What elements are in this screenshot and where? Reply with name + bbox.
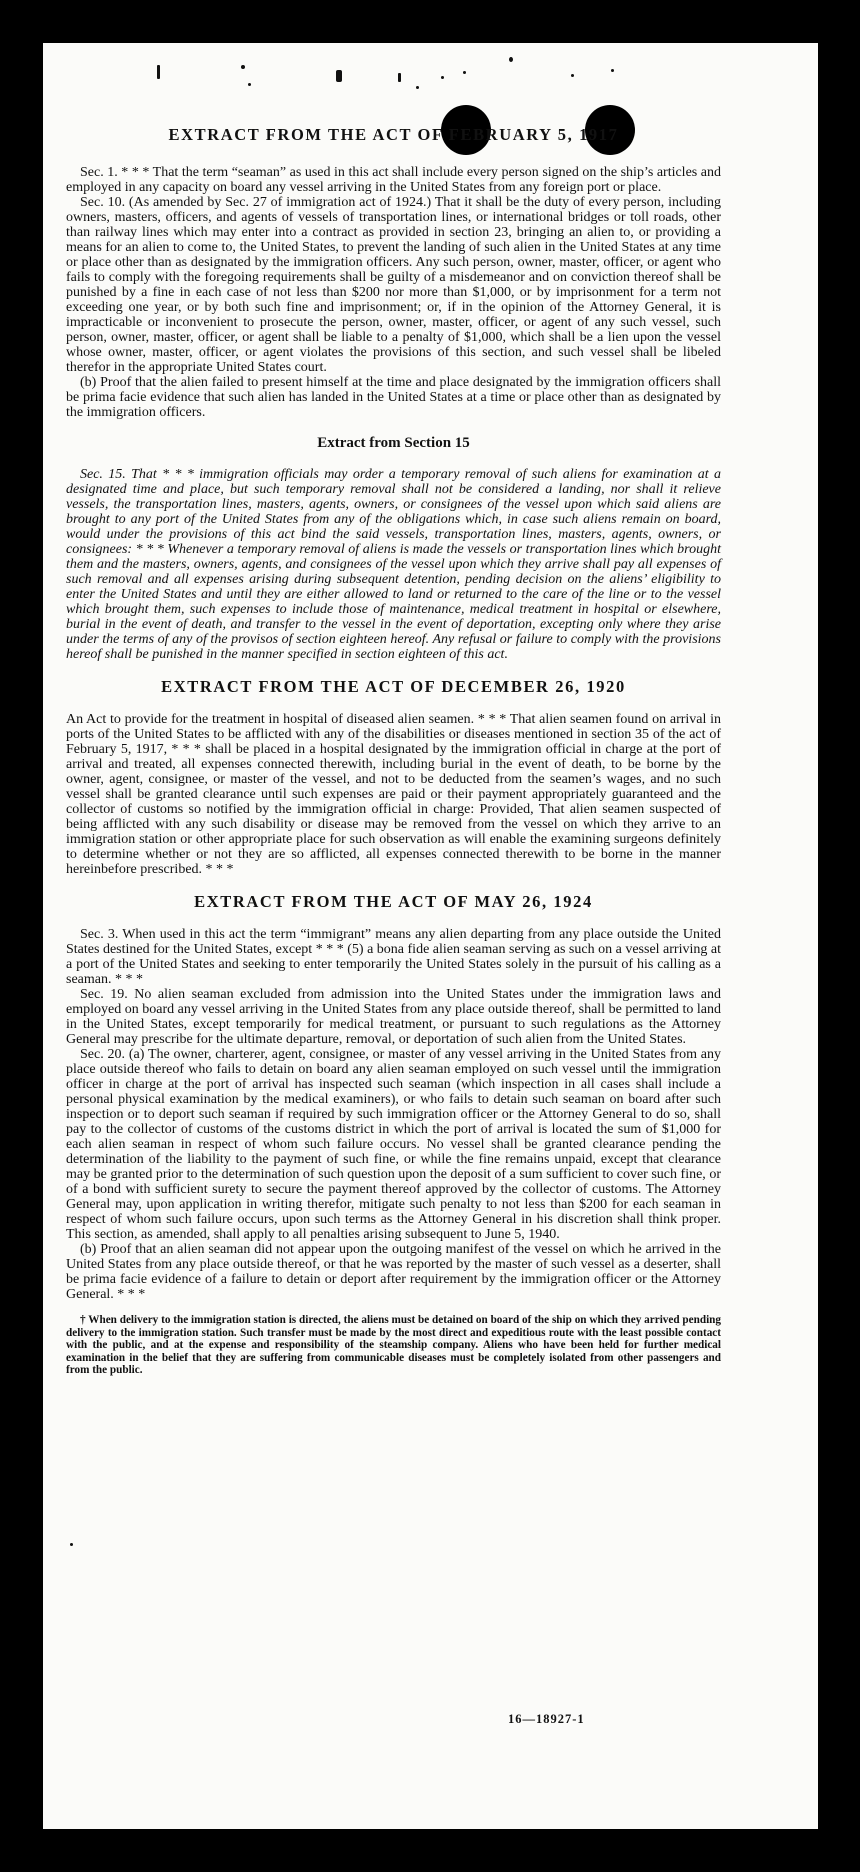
heading-section-15: Extract from Section 15 (317, 435, 470, 451)
paragraph-act-1920: An Act to provide for the treatment in hospital of diseased alien seamen. * * * That alien seamen found on arrival in ports of the United States to be afflicted with any of the disabilities or diseases mentioned in section 35 of the act of February 5, 1917, * * * shall be placed in a hospital designated by the immigration official in charge at the port of arrival and treated, all expenses connected therewith, including burial in the event of death, to be borne by the owner, agent, consignee, or master of the vessel, and not to be deducted from the seamen’s wages, and no such vessel shall be granted clearance until such expenses are paid or their payment appropriately guaranteed and the collector of customs so notified by the immigration official in charge: Provided, That alien seamen suspected of being afflicted with any such disability or disease may be removed from the vessel on which they arrive to an immigration station or other appropriate place for such observation as will enable the examining surgeons definitely to determine whether or not they are so afflicted, all expenses connected therewith to be borne in the manner hereinbefore prescribed. * * * (66, 712, 721, 877)
scan-speck (241, 65, 245, 69)
scan-speck (157, 65, 160, 79)
paragraph-sec-20-a: Sec. 20. (a) The owner, charterer, agent, consignee, or master of any vessel arriving in the United States from any place outside thereof who fails to detain on board any alien seaman employed on such vessel until the immigration officer in charge at the port of arrival has inspected such seaman (which inspection in all cases shall include a personal physical examination by the medical examiners), or who fails to detain such seaman on board after such inspection or to deport such seaman if required by such immigration officer or the Attorney General to do so, shall pay to the collector of customs of the customs district in which the port of arrival is located the sum of $1,000 for each alien seaman in respect of whom such failure occurs. No vessel shall be granted clearance pending the determination of the liability to the payment of such fine, or while the fine remains unpaid, except that clearance may be granted prior to the determination of such question upon the deposit of a sum sufficient to cover such fine, or of a bond with sufficient surety to secure the payment thereof approved by the collector of customs. The Attorney General may, upon application in writing therefor, mitigate such penalty to not less than $200 for each seaman in respect of whom such failure occurs, upon such terms as the Attorney General in his discretion shall think proper. This section, as amended, shall apply to all penalties arising subsequent to June 5, 1940. (66, 1047, 721, 1242)
form-number: 16—18927-1 (508, 1712, 585, 1726)
scan-speck (571, 74, 574, 77)
paragraph-sec-10: Sec. 10. (As amended by Sec. 27 of immigration act of 1924.) That it shall be the duty of every person, including owners, masters, officers, and agents of vessels of transportation lines, or international bridges or toll roads, other than railway lines which may enter into a contract as provided in section 23, bringing an alien to, or providing a means for an alien to come to, the United States, to prevent the landing of such alien in the United States at any time or place other than as designated by the immigration officers. Any such person, owner, master, officer, or agent who fails to comply with the foregoing requirements shall be guilty of a misdemeanor and on conviction thereof shall be punished by a fine in each case of not less than $200 nor more than $1,000, or by imprisonment for a term not exceeding one year, or by both such fine and imprisonment; or, if in the opinion of the Attorney General, it is impracticable or inconvenient to prosecute the person, owner, master, officer, or agent of any such vessel, such person, owner, master, officer, or agent shall be liable to a penalty of $1,000, which shall be a lien upon the vessel whose owner, master, officer, or agent violates the provisions of this section, and such vessel shall be libeled therefor in the appropriate United States court. (66, 195, 721, 375)
footnote (66, 1314, 721, 1377)
scan-speck (398, 73, 401, 82)
heading-act-1924: EXTRACT FROM THE ACT OF MAY 26, 1924 (194, 892, 593, 911)
document-text (66, 125, 721, 1377)
paragraph-sec-20-b: (b) Proof that an alien seaman did not appear upon the outgoing manifest of the vessel on which he arrived in the United States from any place outside thereof, or that he was reported by the master of such vessel as a deserter, shall be prima facie evidence of a failure to detain or deport after requirement by the immigration officer or the Attorney General. * * * (66, 1242, 721, 1302)
scan-speck (463, 71, 466, 74)
scan-speck (441, 76, 444, 79)
paragraph-sec-19: Sec. 19. No alien seaman excluded from admission into the United States under the immigration laws and employed on board any vessel arriving in the United States from any place outside thereof, shall be permitted to land in the United States, except temporarily for medical treatment, or pursuant to such regulations as the Attorney General may prescribe for the ultimate departure, removal, or deportation of such alien from the United States. (66, 987, 721, 1047)
scan-speck (336, 70, 342, 82)
scan-speck (416, 86, 419, 89)
scan-speck (248, 83, 251, 86)
paragraph-sec-15: Sec. 15. That * * * immigration officials may order a temporary removal of such aliens for examination at a designated time and place, but such temporary removal shall not be considered a landing, nor shall it relieve vessels, the transportation lines, masters, agents, owners, or consignees of the vessel upon which said aliens are brought to any port of the United States from any of the obligations which, in case such aliens remain on board, would under the provisions of this act bind the said vessels, transportation lines, masters, agents, owners, or consignees: * * * Whenever a temporary removal of aliens is made the vessels or transportation lines which brought them and the masters, owners, agents, and consignees of the vessel upon which they arrive shall pay all expenses of such removal and all expenses arising during subsequent detention, pending decision on the aliens’ eligibility to enter the United States and until they are either allowed to land or returned to the care of the line or to the vessel which brought them, such expenses to include those of maintenance, medical treatment in hospital or elsewhere, burial in the event of death, and transfer to the vessel in the event of deportation, excepting only where they arise under the terms of any of the provisos of section eighteen hereof. Any refusal or failure to comply with the provisions hereof shall be punished in the manner specified in section eighteen of this act. (66, 467, 721, 662)
footnote-text: † When delivery to the immigration station is directed, the aliens must be detained on board of the ship on which they arrived pending delivery to the immigration station. Such transfer must be made by the most direct and expeditious route with the least possible contact with the public, and at the expense and responsibility of the steamship company. Aliens who have been held for further medical examination in the belief that they are suffering from communicable diseases must be completely isolated from other passengers and from the public. (66, 1314, 721, 1376)
heading-act-1920: EXTRACT FROM THE ACT OF DECEMBER 26, 1920 (161, 677, 626, 696)
heading-act-1917: EXTRACT FROM THE ACT OF FEBRUARY 5, 1917 (168, 125, 619, 144)
scan-speck (70, 1543, 73, 1546)
paragraph-sec-1: Sec. 1. * * * That the term “seaman” as used in this act shall include every person signed on the ship’s articles and employed in any capacity on board any vessel arriving in the United States from any foreign port or place. (66, 165, 721, 195)
scan-speck (611, 69, 614, 72)
scan-speck (509, 57, 513, 62)
paragraph-sec-3: Sec. 3. When used in this act the term “immigrant” means any alien departing from any place outside the United States destined for the United States, except * * * (5) a bona fide alien seaman serving as such on a vessel arriving at a port of the United States and seeking to enter temporarily the United States solely in the pursuit of his calling as a seaman. * * * (66, 927, 721, 987)
paragraph-sec-10-b: (b) Proof that the alien failed to present himself at the time and place designated by the immigration officers shall be prima facie evidence that such alien has landed in the United States at a time or place other than as designated by the immigration officers. (66, 375, 721, 420)
